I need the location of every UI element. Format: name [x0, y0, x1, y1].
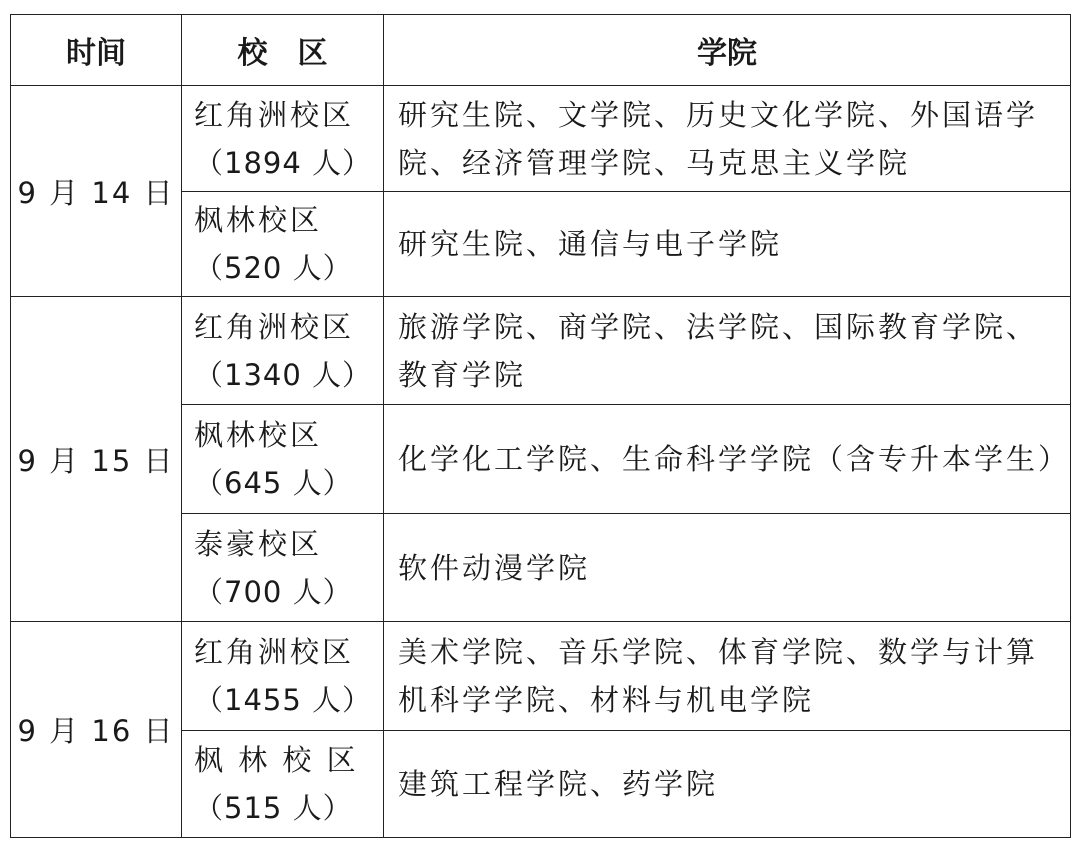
campus-count: （1894 人）	[194, 145, 373, 180]
campus-cell	[182, 405, 384, 514]
table-row	[11, 622, 1071, 731]
campus-count: （645 人）	[194, 466, 353, 500]
campus-cell	[182, 731, 384, 838]
campus-cell	[182, 86, 384, 192]
campus-count: （700 人）	[194, 574, 353, 609]
campus-name: 枫林校区	[194, 203, 323, 237]
header-time: 时间	[11, 15, 182, 86]
college-cell: 化学化工学院、生命科学学院（含专升本学生）	[384, 405, 1071, 514]
college-cell: 研究生院、通信与电子学院	[384, 192, 1071, 297]
date-cell: 9 月 16 日	[11, 622, 182, 838]
college-cell: 研究生院、文学院、历史文化学院、外国语学院、经济管理学院、马克思主义学院	[384, 86, 1071, 192]
schedule-table-container	[10, 14, 1071, 838]
campus-cell	[182, 514, 384, 622]
table-row	[11, 86, 1071, 192]
header-row	[11, 15, 1071, 86]
campus-count: （520 人）	[194, 251, 353, 285]
campus-count: （1455 人）	[194, 683, 373, 717]
campus-count: （515 人）	[194, 791, 353, 825]
header-campus: 校 区	[182, 15, 384, 86]
table-row	[11, 297, 1071, 405]
campus-name: 枫林校区	[194, 418, 323, 452]
campus-name: 红角洲校区	[194, 97, 355, 132]
date-cell: 9 月 14 日	[11, 86, 182, 297]
college-cell: 建筑工程学院、药学院	[384, 731, 1071, 838]
college-cell: 旅游学院、商学院、法学院、国际教育学院、教育学院	[384, 297, 1071, 405]
college-cell: 软件动漫学院	[384, 514, 1071, 622]
campus-name: 枫 林 校 区	[194, 743, 359, 777]
campus-name: 红角洲校区	[194, 635, 355, 669]
campus-count: （1340 人）	[194, 357, 373, 392]
schedule-table	[10, 14, 1071, 838]
date-cell: 9 月 15 日	[11, 297, 182, 622]
campus-name: 泰豪校区	[194, 526, 323, 561]
campus-cell	[182, 622, 384, 731]
campus-cell	[182, 297, 384, 405]
header-college: 学院	[384, 15, 1071, 86]
college-cell: 美术学院、音乐学院、体育学院、数学与计算机科学学院、材料与机电学院	[384, 622, 1071, 731]
campus-cell	[182, 192, 384, 297]
campus-name: 红角洲校区	[194, 309, 355, 344]
